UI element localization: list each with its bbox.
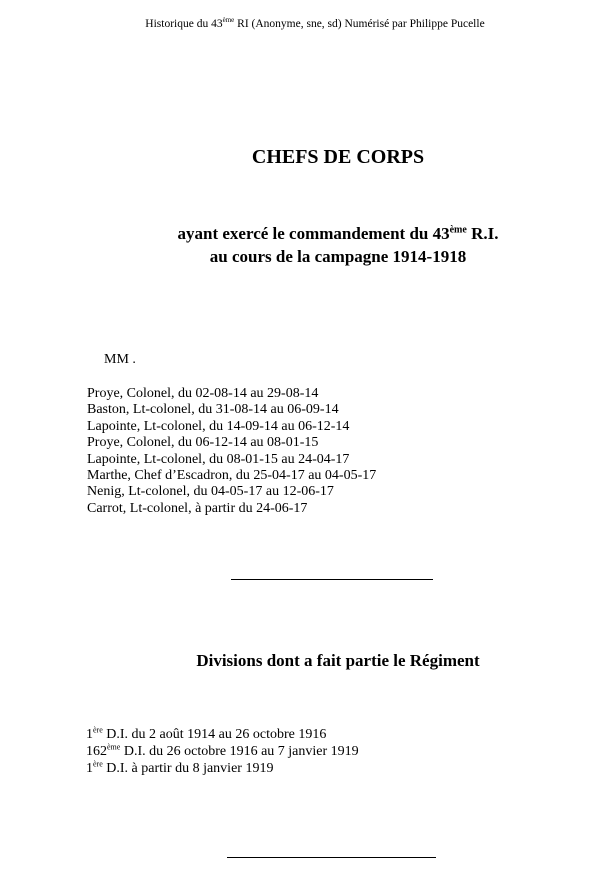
division-entry — [86, 726, 359, 743]
subtitle-line-1-start: ayant exercé le commandement du 43 — [177, 224, 450, 243]
page-header — [0, 18, 610, 30]
division-ordinal: ème — [107, 742, 121, 752]
chefs-list — [87, 386, 376, 517]
header-text-start: Historique du 43 — [145, 18, 223, 30]
salutation: MM . — [104, 352, 136, 367]
header-text-end: RI (Anonyme, sne, sd) Numérisé par Philippe Pucelle — [234, 18, 485, 30]
division-text: D.I. à partir du 8 janvier 1919 — [102, 761, 274, 776]
page-subtitle — [0, 222, 610, 268]
division-number: 1 — [86, 727, 93, 742]
chef-entry: Proye, Colonel, du 02-08-14 au 29-08-14 — [87, 386, 319, 401]
chef-entry: Nenig, Lt-colonel, du 04-05-17 au 12-06-17 — [87, 484, 334, 500]
subtitle-superscript: ème — [449, 224, 467, 236]
chef-entry: Marthe, Chef d’Escadron, du 25-04-17 au 04-05-17 — [87, 468, 377, 484]
divisions-title: Divisions dont a fait partie le Régiment — [196, 651, 480, 670]
division-ordinal: ère — [93, 725, 103, 735]
division-entry — [86, 760, 359, 777]
chef-entry: Baston, Lt-colonel, du 31-08-14 au 06-09-14 — [87, 402, 339, 418]
division-text: D.I. du 26 octobre 1916 au 7 janvier 1919 — [120, 744, 359, 759]
division-entry — [86, 743, 359, 760]
divisions-list — [86, 726, 359, 777]
division-number: 1 — [86, 761, 93, 776]
division-text: D.I. du 2 août 1914 au 26 octobre 1916 — [102, 727, 327, 742]
separator-line — [227, 857, 436, 858]
chef-entry: Lapointe, Lt-colonel, du 14-09-14 au 06-12-14 — [87, 418, 350, 434]
subtitle-line-1-end: R.I. — [466, 224, 499, 243]
page-title: CHEFS DE CORPS — [251, 146, 425, 168]
division-ordinal: ère — [93, 759, 103, 769]
chef-entry: Proye, Colonel, du 06-12-14 au 08-01-15 — [87, 435, 319, 451]
subtitle-line-1 — [0, 222, 610, 245]
header-superscript: ème — [222, 16, 235, 25]
separator-line — [231, 579, 433, 580]
division-number: 162 — [86, 744, 107, 759]
subtitle-line-2: au cours de la campagne 1914-1918 — [209, 247, 467, 266]
chef-entry: Carrot, Lt-colonel, à partir du 24-06-17 — [87, 500, 308, 516]
chef-entry: Lapointe, Lt-colonel, du 08-01-15 au 24-04-17 — [87, 451, 350, 467]
